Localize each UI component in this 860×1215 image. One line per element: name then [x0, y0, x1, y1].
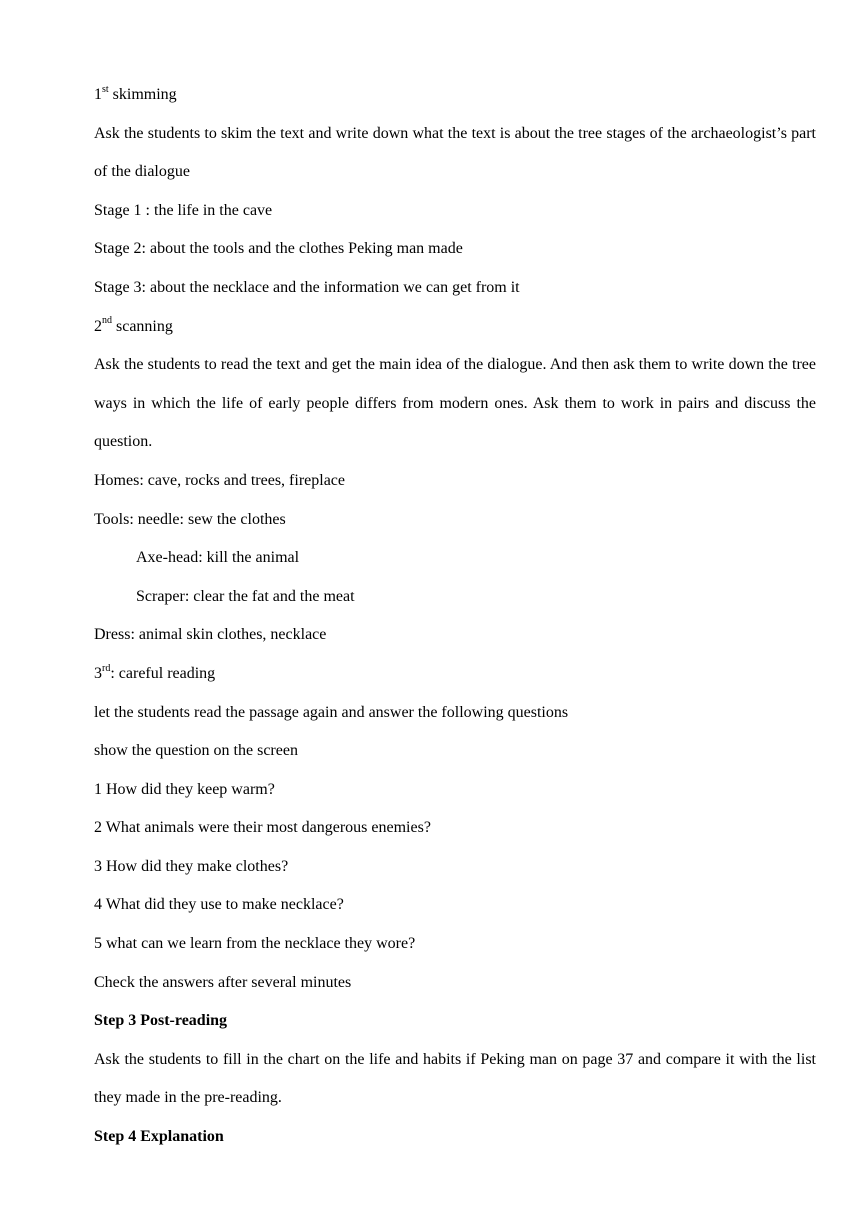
scanning-heading: [94, 308, 816, 347]
careful-reading-heading-ordinal: rd: [102, 662, 111, 674]
check-answers-line: Check the answers after several minutes: [94, 973, 352, 991]
skimming-heading-ordinal: st: [102, 83, 109, 95]
careful-reading-line-1: let the students read the passage again and answer the following questions: [94, 703, 569, 721]
tools-line: Tools: needle: sew the clothes: [94, 510, 286, 528]
question-3: 3 How did they make clothes?: [94, 857, 289, 875]
careful-reading-line-2: show the question on the screen: [94, 742, 298, 760]
skimming-instruction: Ask the students to skim the text and write down what the text is about the tree stages of the archaeologist’s part of the dialogue: [94, 124, 816, 181]
skimming-heading: [94, 76, 816, 115]
stage-2: Stage 2: about the tools and the clothes Peking man made: [94, 240, 463, 258]
careful-reading-heading-number: 3: [94, 664, 102, 682]
question-4: 4 What did they use to make necklace?: [94, 896, 344, 914]
question-1: 1 How did they keep warm?: [94, 780, 275, 798]
scanning-heading-ordinal: nd: [102, 315, 112, 327]
homes-line: Homes: cave, rocks and trees, fireplace: [94, 471, 345, 489]
skimming-heading-text: skimming: [108, 86, 177, 103]
dress-line: Dress: animal skin clothes, necklace: [94, 626, 327, 644]
tool-axe-line: Axe-head: kill the animal: [136, 549, 300, 567]
stage-3: Stage 3: about the necklace and the information we can get from it: [94, 278, 520, 296]
post-reading-text: Ask the students to fill in the chart on the life and habits if Peking man on page 37 and compare it with the list they made in the pre-reading.: [94, 1050, 816, 1107]
post-reading-heading: Step 3 Post-reading: [94, 1012, 228, 1030]
scanning-heading-number: 2: [94, 317, 102, 335]
question-5: 5 what can we learn from the necklace they wore?: [94, 935, 416, 953]
question-2: 2 What animals were their most dangerous enemies?: [94, 819, 431, 837]
stage-1: Stage 1 : the life in the cave: [94, 201, 273, 219]
careful-reading-heading: [94, 655, 816, 694]
skimming-heading-number: 1: [94, 86, 102, 103]
tool-scraper-line: Scraper: clear the fat and the meat: [136, 587, 355, 605]
scanning-heading-text: scanning: [112, 317, 173, 335]
careful-reading-heading-text: : careful reading: [110, 664, 216, 682]
document-page: [94, 76, 816, 1157]
scanning-instruction: Ask the students to read the text and get the main idea of the dialogue. And then ask them to write down the tree ways in which the life of early people differs from modern ones. Ask them to work in pairs and discuss the question.: [94, 356, 816, 451]
explanation-heading: Step 4 Explanation: [94, 1128, 224, 1146]
